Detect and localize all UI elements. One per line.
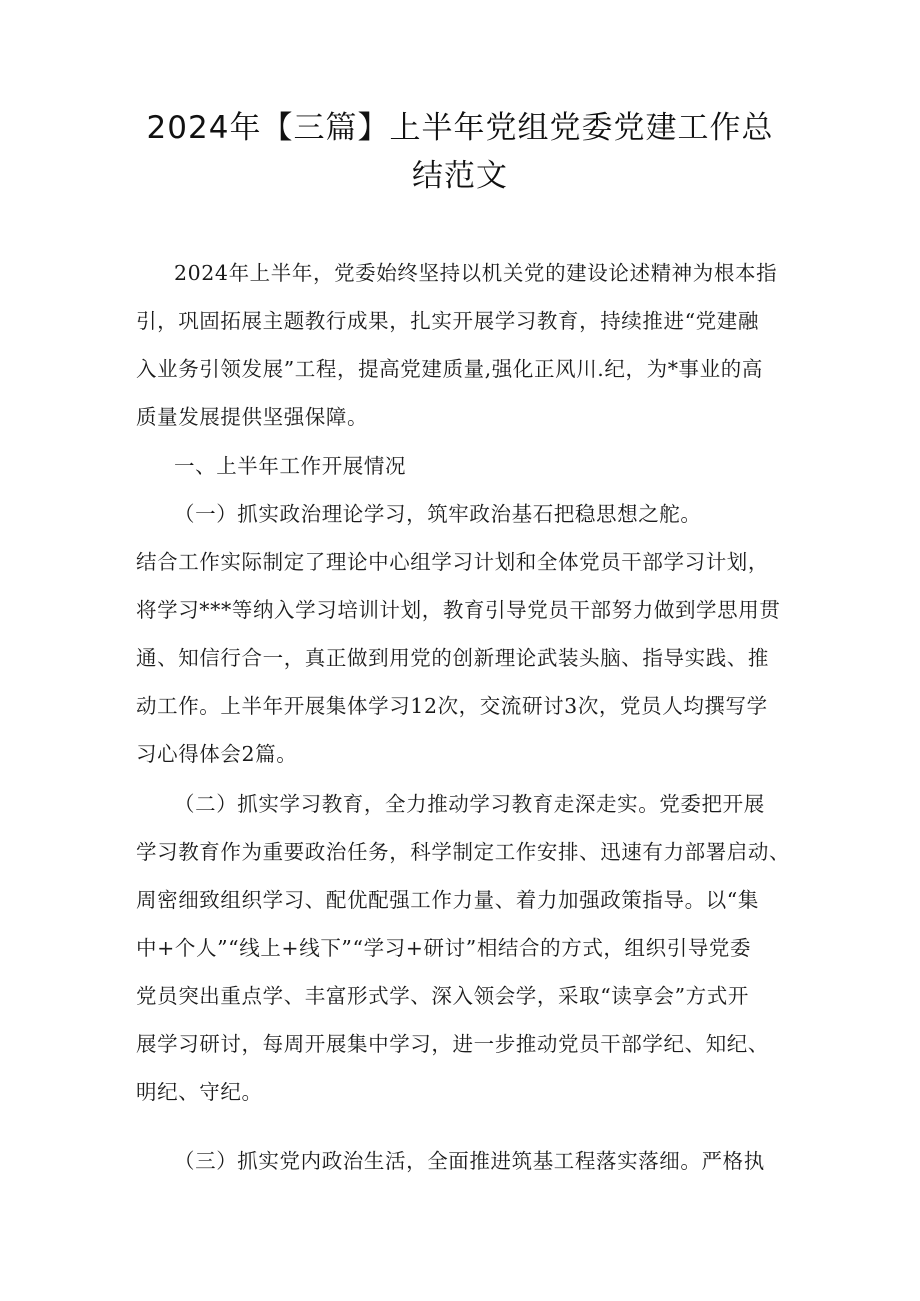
body-line: 引，巩固拓展主题教行成果，扎实开展学习教育，持续推进“党建融 xyxy=(136,309,759,333)
document-title xyxy=(120,104,800,200)
body-line: 质量发展提供坚强保障。 xyxy=(136,405,369,429)
body-line: 2024年上半年，党委始终坚持以机关党的建设论述精神为根本指 xyxy=(174,261,778,285)
body-line: 周密细致组织学习、配优配强工作力量、着力加强政策指导。以“集 xyxy=(136,888,759,912)
body-line: 习心得体会2篇。 xyxy=(136,742,298,766)
body-line: 结合工作实际制定了理论中心组学习计划和全体党员干部学习计划， xyxy=(136,550,769,574)
body-line: 动工作。上半年开展集体学习12次，交流研讨3次，党员人均撰写学 xyxy=(136,694,768,718)
body-line: 入业务引领发展”工程，提高党建质量,强化正风川.纪，为*事业的高 xyxy=(136,357,763,381)
subsection-heading: （一）抓实政治理论学习，筑牢政治基石把稳思想之舵。 xyxy=(174,502,702,526)
body-line: 将学习***等纳入学习培训计划，教育引导党员干部努力做到学思用贯 xyxy=(136,598,781,622)
body-line: 学习教育作为重要政治任务，科学制定工作安排、迅速有力部署启动、 xyxy=(136,840,791,864)
subsection-heading: （三）抓实党内政治生活，全面推进筑基工程落实落细。严格执 xyxy=(174,1149,765,1173)
body-line: 党员突出重点学、丰富形式学、深入领会学，采取“读享会”方式开 xyxy=(136,984,749,1008)
title-line-1: 2024年【三篇】上半年党组党委党建工作总 xyxy=(146,110,774,146)
subsection-heading: （二）抓实学习教育，全力推动学习教育走深走实。党委把开展 xyxy=(174,792,765,816)
body-line: 中+个人”“线上+线下”“学习+研讨”相结合的方式，组织引导党委 xyxy=(136,936,752,960)
body-line: 通、知信行合一，真正做到用党的创新理论武装头脑、指导实践、推 xyxy=(136,646,769,670)
body-line: 明纪、守纪。 xyxy=(136,1080,263,1104)
body-line: 展学习研讨，每周开展集中学习，进一步推动党员干部学纪、知纪、 xyxy=(136,1032,769,1056)
section-heading: 一、上半年工作开展情况 xyxy=(174,454,407,478)
title-line-2: 结范文 xyxy=(412,158,508,194)
